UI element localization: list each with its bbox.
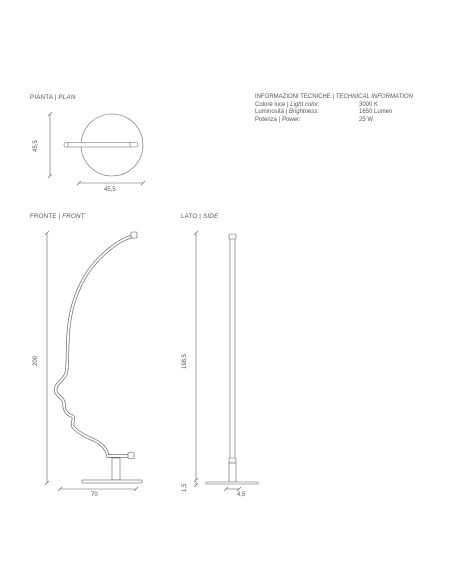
brightness-value: 1650 Lumen: [359, 109, 393, 116]
power-value: 25 W: [359, 116, 374, 123]
info-row-light-color: Colore luce | Light color: 3000 K: [255, 101, 379, 108]
plan-height-dimension: 45,5: [33, 140, 39, 152]
info-row-power: Potenza | Power: 25 W: [255, 116, 374, 123]
front-height-dimension: 200: [33, 355, 39, 366]
plan-drawing: [48, 112, 145, 185]
side-base-dimension: 1,5: [182, 483, 188, 492]
plan-lamp-bar: [64, 143, 138, 148]
side-lamp-bar: [230, 236, 235, 462]
front-section-label: FRONTE | FRONT: [30, 213, 85, 220]
front-title: FRONTE: [30, 213, 57, 220]
side-title-en: SIDE: [203, 213, 219, 220]
side-base: [206, 482, 258, 484]
plan-width-dimension: 45,5: [104, 187, 116, 193]
info-row-brightness: Luminosità | Brightness: 1650 Lumen: [255, 109, 393, 116]
front-stem: [112, 458, 120, 480]
side-width-dimension: 4,5: [237, 492, 246, 498]
front-width-dimension: 70: [91, 492, 98, 498]
plan-section-label: PIANTA | PLAN: [30, 94, 76, 101]
side-stem: [229, 463, 236, 482]
side-height-dimension: 198,5: [182, 353, 188, 369]
front-title-en: FRONT: [62, 213, 85, 220]
plan-title: PIANTA: [30, 94, 53, 101]
info-title: INFORMAZIONI TECNICHE | TECHNICAL INFORMATION: [255, 94, 413, 100]
light-color-value: 3000 K: [359, 101, 379, 108]
front-drawing: [45, 231, 142, 491]
plan-title-en: PLAN: [58, 94, 76, 101]
side-section-label: LATO | SIDE: [181, 213, 219, 220]
side-drawing: [194, 231, 258, 491]
front-base: [82, 480, 142, 483]
side-title: LATO: [181, 213, 198, 220]
